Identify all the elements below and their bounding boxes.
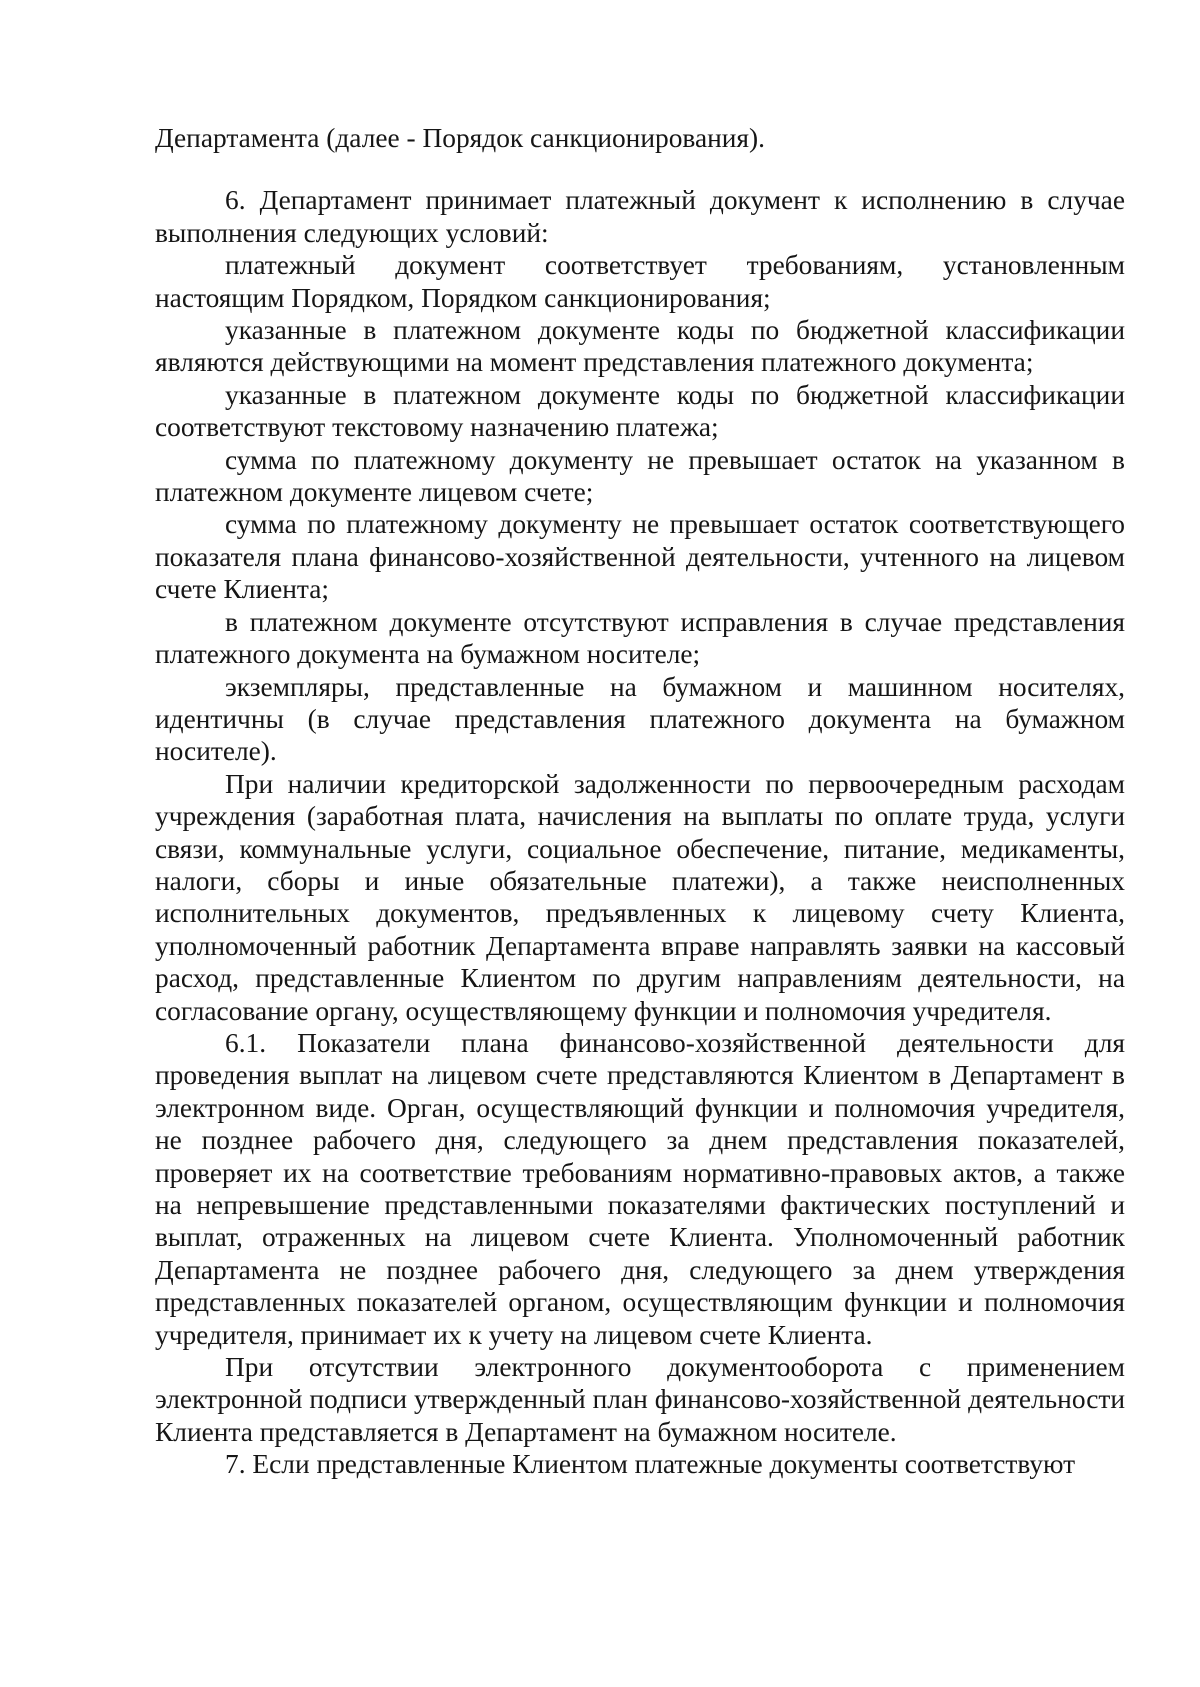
paragraph-condition-1: платежный документ соответствует требованиям, установленным настоящим Порядком, Порядком санкционирования; <box>155 250 1125 313</box>
paragraph-condition-5: сумма по платежному документу не превышает остаток соответствующего показателя плана финансово-хозяйственной деятельности, учтенного на лицевом счете Клиента; <box>155 509 1125 605</box>
paragraph-condition-2: указанные в платежном документе коды по бюджетной классификации являются действующими на момент представления платежного документа; <box>155 315 1125 378</box>
paragraph-condition-6: в платежном документе отсутствуют исправления в случае представления платежного документа на бумажном носителе; <box>155 606 1125 670</box>
paragraph-intro: Департамента (далее - Порядок санкционирования). <box>155 123 766 153</box>
paragraph-condition-4: сумма по платежному документу не превышает остаток на указанном в платежном документе лицевом счете; <box>155 444 1125 508</box>
document-page <box>155 122 1125 1481</box>
paragraph-clause-7: 7. Если представленные Клиентом платежные документы соответствуют <box>225 1449 1076 1480</box>
paragraph-clause-6-1: 6.1. Показатели плана финансово-хозяйственной деятельности для проведения выплат на лицевом счете представляются Клиентом в Департамент в электронном виде. Орган, осуществляющий функции и полномочия учредителя, не позднее рабочего дня, следующего за днем представления показателей, проверяет их на соответствие требованиям нормативно-правовых актов, а также на непревышение представленными показателями фактических поступлений и выплат, отраженных на лицевом счете Клиента. Уполномоченный работник Департамента не позднее рабочего дня, следующего за днем утверждения представленных показателей органом, осуществляющим функции и полномочия учредителя, принимает их к учету на лицевом счете Клиента. <box>155 1027 1125 1350</box>
paragraph-creditor-debt: При наличии кредиторской задолженности по первоочередным расходам учреждения (заработная плата, начисления на выплаты по оплате труда, услуги связи, коммунальные услуги, социальное обеспечение, питание, медикаменты, налоги, сборы и иные обязательные платежи), а также неисполненных исполнительных документов, предъявленных к лицевому счету Клиента, уполномоченный работник Департамента вправе направлять заявки на кассовый расход, представленные Клиентом по другим направлениям деятельности, на согласование органу, осуществляющему функции и полномочия учредителя. <box>155 768 1125 1026</box>
paragraph-paper-submission: При отсутствии электронного документооборота с применением электронной подписи утвержденный план финансово-хозяйственной деятельности Клиента представляется в Департамент на бумажном носителе. <box>155 1352 1125 1447</box>
paragraph-condition-7: экземпляры, представленные на бумажном и машинном носителях, идентичны (в случае представления платежного документа на бумажном носителе). <box>155 671 1125 767</box>
paragraph-clause-6: 6. Департамент принимает платежный документ к исполнению в случае выполнения следующих условий: <box>155 185 1125 248</box>
paragraph-condition-3: указанные в платежном документе коды по бюджетной классификации соответствуют текстовому назначению платежа; <box>155 379 1125 443</box>
